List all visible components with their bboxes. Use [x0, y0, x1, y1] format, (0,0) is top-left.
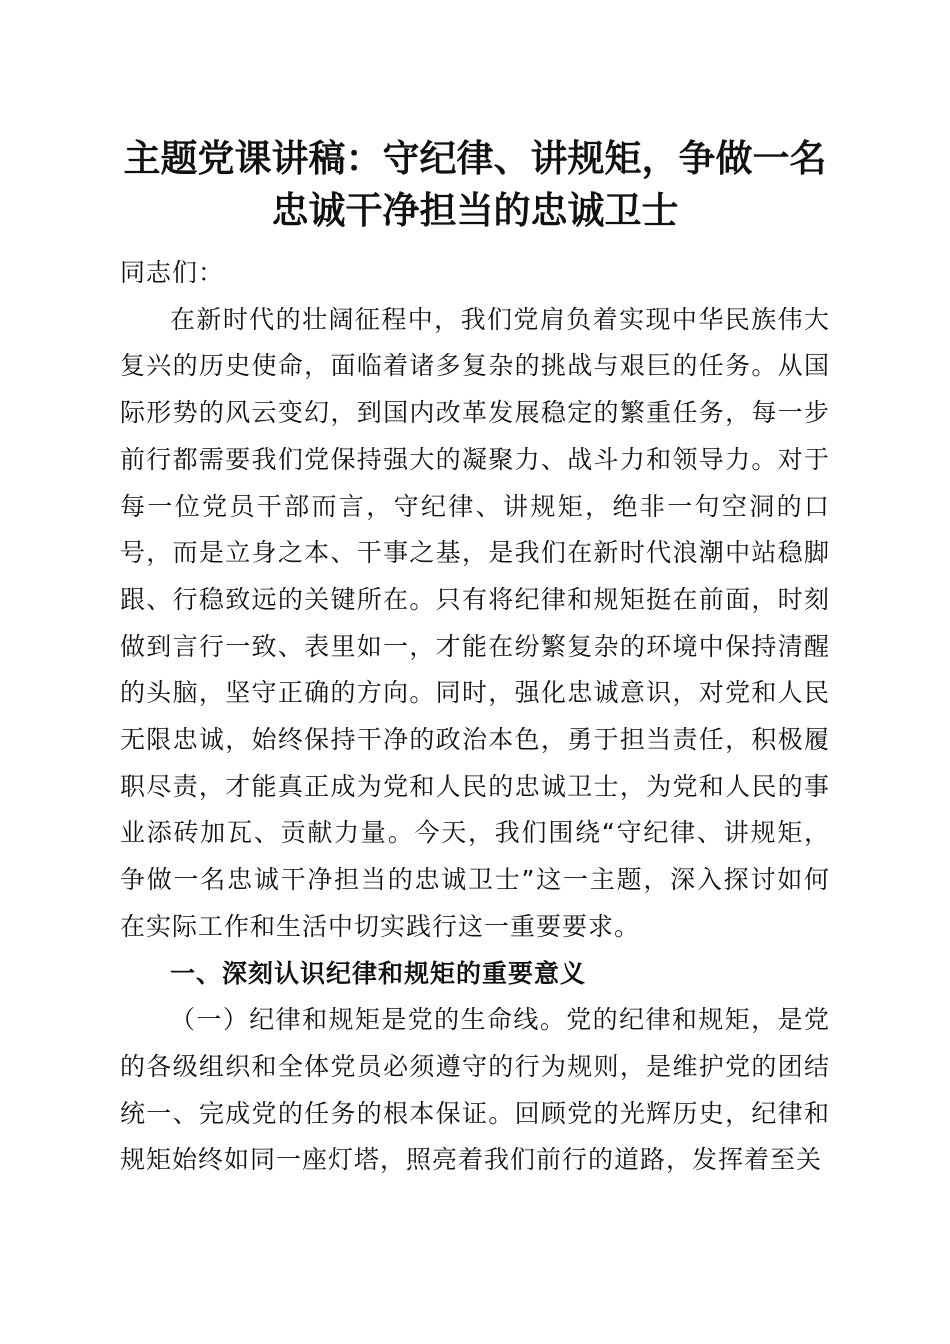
- subsection-text: 党的纪律和规矩，是党的各级组织和全体党员必须遵守的行为规则，是维护党的团结统一、完成党的任务的根本保证。回顾党的光辉历史，纪律和规矩始终如同一座灯塔，照亮着我们前行的道路，发挥着至关: [120, 1005, 830, 1175]
- section-heading: 一、深刻认识纪律和规矩的重要意义: [170, 958, 587, 988]
- document-title: 主题党课讲稿：守纪律、讲规矩，争做一名忠诚干净担当的忠诚卫士: [123, 136, 827, 232]
- intro-paragraph: 在新时代的壮阔征程中，我们党肩负着实现中华民族伟大复兴的历史使命，面临着诸多复杂的挑战与艰巨的任务。从国际形势的风云变幻，到国内改革发展稳定的繁重任务，每一步前行都需要我们党保持强大的凝聚力、战斗力和领导力。对于每一位党员干部而言，守纪律、讲规矩，绝非一句空洞的口号，而是立身之本、干事之基，是我们在新时代浪潮中站稳脚跟、行稳致远的关键所在。只有将纪律和规矩挺在前面，时刻做到言行一致、表里如一，才能在纷繁复杂的环境中保持清醒的头脑，坚守正确的方向。同时，强化忠诚意识，对党和人民无限忠诚，始终保持干净的政治本色，勇于担当责任，积极履职尽责，才能真正成为党和人民的忠诚卫士，为党和人民的事业添砖加瓦、贡献力量。今天，我们围绕“守纪律、讲规矩，争做一名忠诚干净担当的忠诚卫士”这一主题，深入探讨如何在实际工作和生活中切实践行这一重要要求。: [120, 304, 830, 941]
- document-body: [120, 250, 830, 1184]
- salutation: 同志们：: [120, 258, 225, 287]
- subsection-paragraph: [120, 997, 830, 1184]
- subsection-heading: （一）纪律和规矩是党的生命线。: [170, 1005, 567, 1035]
